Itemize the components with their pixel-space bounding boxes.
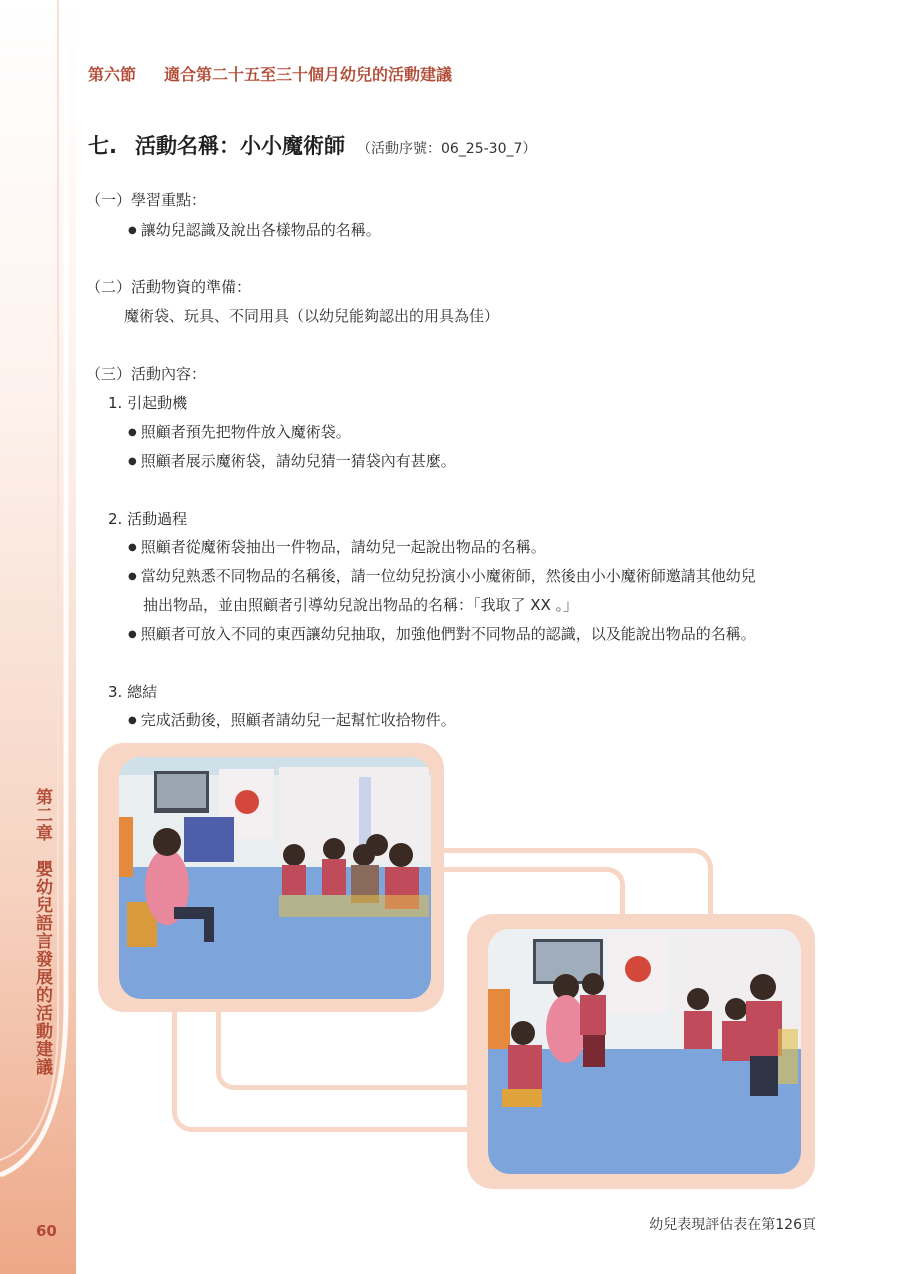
step2-bullet-2-cont: 抽出物品，並由照顧者引導幼兒說出物品的名稱：「我取了 XX 。」 bbox=[143, 596, 579, 614]
step2-bullet-2: ● 當幼兒熟悉不同物品的名稱後，請一位幼兒扮演小小魔術師，然後由小小魔術師邀請其他幼兒 bbox=[128, 565, 756, 586]
chapter-side-title: 第二章 嬰幼兒語言發展的活動建議 bbox=[32, 788, 52, 1076]
content-heading: （三）活動內容： bbox=[86, 365, 207, 383]
step2-bullet-1: ● 照顧者從魔術袋抽出一件物品，請幼兒一起說出物品的名稱。 bbox=[128, 536, 546, 557]
step1-bullet-1: ● 照顧者預先把物件放入魔術袋。 bbox=[128, 421, 351, 442]
side-decoration bbox=[0, 0, 76, 1274]
step1-bullet-2: ● 照顧者展示魔術袋，請幼兒猜一猜袋內有甚麼。 bbox=[128, 450, 456, 471]
activity-number: 七. bbox=[88, 134, 117, 158]
section-title: 適合第二十五至三十個月幼兒的活動建議 bbox=[164, 65, 453, 84]
activity-code: （活動序號：06_25-30_7） bbox=[356, 141, 537, 157]
materials-heading: （二）活動物資的準備： bbox=[86, 278, 252, 296]
activity-photo-2 bbox=[488, 929, 801, 1174]
activity-photo-1 bbox=[119, 757, 431, 999]
step3-bullet-1: ● 完成活動後，照顧者請幼兒一起幫忙收拾物件。 bbox=[128, 709, 456, 730]
materials-text: 魔術袋、玩具、不同用具（以幼兒能夠認出的用具為佳） bbox=[124, 307, 500, 325]
step1-label: 1. 引起動機 bbox=[108, 394, 188, 412]
activity-title bbox=[88, 130, 536, 160]
section-label: 第六節 bbox=[88, 65, 137, 84]
activity-name: 活動名稱：小小魔術師 bbox=[134, 134, 345, 158]
learning-bullet: ● 讓幼兒認識及說出各樣物品的名稱。 bbox=[128, 219, 381, 240]
learning-heading: （一）學習重點： bbox=[86, 191, 207, 209]
section-header bbox=[88, 62, 452, 85]
step2-label: 2. 活動過程 bbox=[108, 510, 188, 528]
footer-note: 幼兒表現評估表在第126頁 bbox=[649, 1217, 816, 1233]
frame-connector bbox=[216, 1005, 477, 1090]
step3-label: 3. 總結 bbox=[108, 683, 158, 701]
step2-bullet-3: ● 照顧者可放入不同的東西讓幼兒抽取，加強他們對不同物品的認識，以及能說出物品的名稱。 bbox=[128, 623, 756, 644]
page-number: 60 bbox=[36, 1222, 57, 1240]
